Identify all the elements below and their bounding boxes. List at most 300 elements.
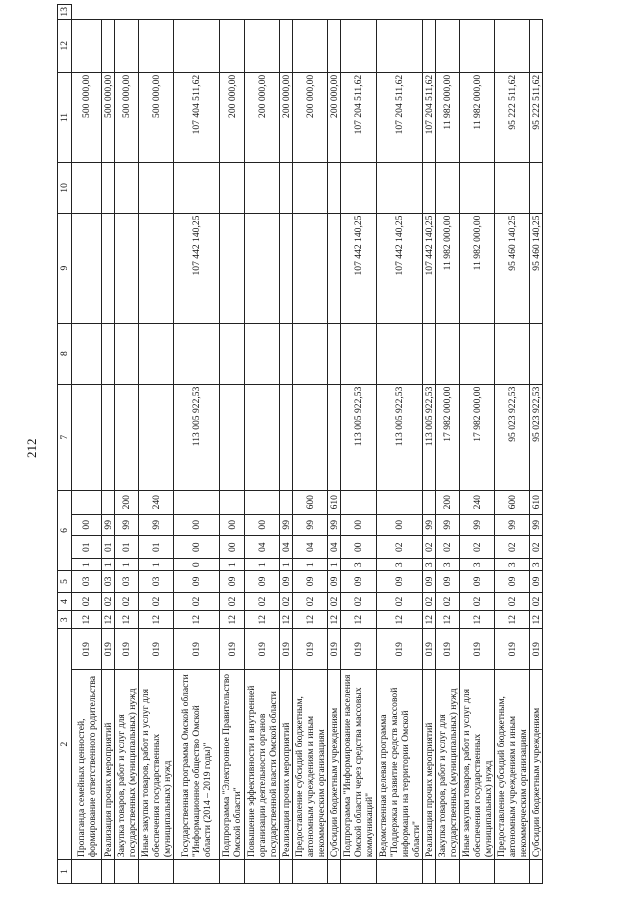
amount-col13-cell <box>377 19 423 72</box>
activity-cell: 02 <box>423 536 436 559</box>
amount-col11-cell <box>341 163 377 213</box>
amount-col8-cell: 17 982 000,00 <box>436 384 460 490</box>
table-row <box>139 5 174 884</box>
amount-col11-cell <box>460 163 495 213</box>
amount-col11-cell <box>115 163 139 213</box>
subprogram-cell: 1 <box>139 559 174 571</box>
amount-col9-cell <box>328 323 341 384</box>
subsection-cell: 02 <box>293 592 328 611</box>
row-index-cell <box>328 860 341 884</box>
amount-col11-cell <box>72 163 102 213</box>
amount-col12-cell: 500 000,00 <box>102 72 115 162</box>
amount-col12-cell: 200 000,00 <box>293 72 328 162</box>
program-cell: 09 <box>377 571 423 592</box>
amount-col13-cell <box>245 19 280 72</box>
amount-col12-cell: 200 000,00 <box>220 72 245 162</box>
row-index-cell <box>72 860 102 884</box>
activity-cell: 04 <box>280 536 293 559</box>
direction-cell: 00 <box>245 514 280 535</box>
row-index-cell <box>495 860 530 884</box>
code-cell: 019 <box>72 629 102 670</box>
program-cell: 09 <box>495 571 530 592</box>
subprogram-cell: 1 <box>328 559 341 571</box>
amount-col8-cell <box>72 384 102 490</box>
program-cell: 03 <box>72 571 102 592</box>
direction-cell: 99 <box>139 514 174 535</box>
amount-col8-cell: 113 005 922,53 <box>423 384 436 490</box>
description-cell: Пропаганда семейных ценностей, формирование ответственного родительства <box>72 670 102 860</box>
subsection-cell: 02 <box>174 592 220 611</box>
direction-cell: 99 <box>115 514 139 535</box>
column-header: 7 <box>58 384 72 490</box>
table-row <box>436 5 460 884</box>
section-cell: 12 <box>460 611 495 629</box>
amount-col12-cell: 500 000,00 <box>115 72 139 162</box>
amount-col11-cell <box>139 163 174 213</box>
amount-col10-cell: 95 460 140,25 <box>530 213 543 323</box>
activity-cell: 02 <box>377 536 423 559</box>
amount-col8-cell <box>280 384 293 490</box>
direction-cell: 99 <box>102 514 115 535</box>
code-cell: 019 <box>245 629 280 670</box>
subprogram-cell: 1 <box>245 559 280 571</box>
amount-col10-cell: 107 442 140,25 <box>174 213 220 323</box>
amount-col13-cell <box>293 19 328 72</box>
amount-col11-cell <box>436 163 460 213</box>
row-index-cell <box>293 860 328 884</box>
table-row <box>530 5 543 884</box>
column-header: 3 <box>58 611 72 629</box>
row-index-cell <box>377 860 423 884</box>
program-cell: 03 <box>139 571 174 592</box>
program-cell: 09 <box>460 571 495 592</box>
section-cell: 12 <box>174 611 220 629</box>
subsection-cell: 02 <box>328 592 341 611</box>
amount-col9-cell <box>436 323 460 384</box>
page-number: 212 <box>24 438 39 458</box>
code-cell: 019 <box>460 629 495 670</box>
expense-type-cell <box>245 490 280 514</box>
table-header-row <box>58 5 72 884</box>
row-index-cell <box>245 860 280 884</box>
amount-col11-cell <box>328 163 341 213</box>
code-cell: 019 <box>328 629 341 670</box>
table-row <box>245 5 280 884</box>
activity-cell: 02 <box>460 536 495 559</box>
direction-cell: 99 <box>280 514 293 535</box>
expense-type-cell: 200 <box>115 490 139 514</box>
table-row <box>293 5 328 884</box>
amount-col9-cell <box>280 323 293 384</box>
expense-type-cell <box>102 490 115 514</box>
code-cell: 019 <box>115 629 139 670</box>
subsection-cell: 02 <box>436 592 460 611</box>
table-row <box>377 5 423 884</box>
amount-col13-cell <box>220 19 245 72</box>
activity-cell: 00 <box>174 536 220 559</box>
amount-col8-cell: 95 023 922,53 <box>530 384 543 490</box>
activity-cell: 02 <box>530 536 543 559</box>
code-cell: 019 <box>530 629 543 670</box>
amount-col10-cell <box>72 213 102 323</box>
row-index-cell <box>460 860 495 884</box>
amount-col9-cell <box>115 323 139 384</box>
subsection-cell: 02 <box>495 592 530 611</box>
direction-cell: 99 <box>460 514 495 535</box>
table-row <box>460 5 495 884</box>
column-header: 2 <box>58 629 72 860</box>
subprogram-cell: 1 <box>293 559 328 571</box>
description-cell: Предоставление субсидий бюджетным, автономным учреждениям и иным некоммерческим организациям <box>293 670 328 860</box>
amount-col12-cell: 11 982 000,00 <box>436 72 460 162</box>
amount-col12-cell: 107 204 511,62 <box>341 72 377 162</box>
program-cell: 09 <box>174 571 220 592</box>
amount-col10-cell <box>328 213 341 323</box>
amount-col8-cell: 17 982 000,00 <box>460 384 495 490</box>
expense-type-cell: 240 <box>460 490 495 514</box>
amount-col9-cell <box>220 323 245 384</box>
code-cell: 019 <box>423 629 436 670</box>
direction-cell: 00 <box>341 514 377 535</box>
section-cell: 12 <box>436 611 460 629</box>
amount-col12-cell: 107 204 511,62 <box>423 72 436 162</box>
column-header: 5 <box>58 571 72 592</box>
amount-col8-cell <box>328 384 341 490</box>
subsection-cell: 02 <box>72 592 102 611</box>
code-cell: 019 <box>139 629 174 670</box>
amount-col8-cell <box>102 384 115 490</box>
subsection-cell: 02 <box>460 592 495 611</box>
code-cell: 019 <box>174 629 220 670</box>
amount-col10-cell <box>293 213 328 323</box>
description-cell: Реализация прочих мероприятий <box>280 670 293 860</box>
column-header: 11 <box>58 72 72 162</box>
expense-type-cell <box>280 490 293 514</box>
table-row <box>102 5 115 884</box>
column-header: 1 <box>58 860 72 884</box>
section-cell: 12 <box>220 611 245 629</box>
program-cell: 03 <box>102 571 115 592</box>
activity-cell: 04 <box>245 536 280 559</box>
row-index-cell <box>139 860 174 884</box>
table-row <box>280 5 293 884</box>
amount-col11-cell <box>220 163 245 213</box>
amount-col10-cell: 107 442 140,25 <box>423 213 436 323</box>
subsection-cell: 02 <box>245 592 280 611</box>
amount-col11-cell <box>280 163 293 213</box>
table-row <box>328 5 341 884</box>
expense-type-cell <box>72 490 102 514</box>
amount-col9-cell <box>495 323 530 384</box>
amount-col10-cell <box>245 213 280 323</box>
amount-col11-cell <box>423 163 436 213</box>
description-cell: Закупка товаров, работ и услуг для государственных (муниципальных) нужд <box>115 670 139 860</box>
direction-cell: 00 <box>72 514 102 535</box>
amount-col10-cell: 107 442 140,25 <box>377 213 423 323</box>
column-header: 8 <box>58 323 72 384</box>
program-cell: 09 <box>530 571 543 592</box>
table-row <box>423 5 436 884</box>
subprogram-cell: 1 <box>72 559 102 571</box>
row-index-cell <box>102 860 115 884</box>
row-index-cell <box>341 860 377 884</box>
amount-col13-cell <box>72 19 102 72</box>
table-row <box>495 5 530 884</box>
subprogram-cell: 3 <box>377 559 423 571</box>
expense-type-cell: 610 <box>530 490 543 514</box>
amount-col10-cell: 95 460 140,25 <box>495 213 530 323</box>
amount-col8-cell <box>139 384 174 490</box>
subprogram-cell: 1 <box>280 559 293 571</box>
table-row <box>115 5 139 884</box>
activity-cell: 02 <box>436 536 460 559</box>
description-cell: Ведомственная целевая программа "Поддержка и развитие средств массовой информации на территории Омской области" <box>377 670 423 860</box>
description-cell: Иные закупки товаров, работ и услуг для обеспечения государственных (муниципальных) нужд <box>460 670 495 860</box>
amount-col9-cell <box>530 323 543 384</box>
subprogram-cell: 3 <box>460 559 495 571</box>
amount-col9-cell <box>423 323 436 384</box>
description-cell: Подпрограмма "Информирование населения Омской области через средства массовых коммуникаций" <box>341 670 377 860</box>
amount-col10-cell <box>115 213 139 323</box>
amount-col12-cell: 107 204 511,62 <box>377 72 423 162</box>
row-index-cell <box>530 860 543 884</box>
subprogram-cell: 3 <box>436 559 460 571</box>
description-cell: Государственная программа Омской области "Информационное общество Омской области (2014 – 2019 годы)" <box>174 670 220 860</box>
section-cell: 12 <box>341 611 377 629</box>
subprogram-cell: 0 <box>174 559 220 571</box>
amount-col11-cell <box>293 163 328 213</box>
amount-col12-cell: 500 000,00 <box>72 72 102 162</box>
amount-col13-cell <box>174 19 220 72</box>
expense-type-cell: 240 <box>139 490 174 514</box>
amount-col11-cell <box>174 163 220 213</box>
subsection-cell: 02 <box>139 592 174 611</box>
amount-col10-cell <box>139 213 174 323</box>
amount-col13-cell <box>280 19 293 72</box>
table-row <box>220 5 245 884</box>
amount-col13-cell <box>436 19 460 72</box>
subsection-cell: 02 <box>341 592 377 611</box>
expense-type-cell <box>220 490 245 514</box>
amount-col9-cell <box>460 323 495 384</box>
amount-col12-cell: 200 000,00 <box>245 72 280 162</box>
amount-col9-cell <box>139 323 174 384</box>
section-cell: 12 <box>139 611 174 629</box>
amount-col9-cell <box>245 323 280 384</box>
amount-col13-cell <box>423 19 436 72</box>
program-cell: 09 <box>293 571 328 592</box>
description-cell: Повышение эффективности и внутренней организации деятельности органов государственной власти Омской области <box>245 670 280 860</box>
section-cell: 12 <box>423 611 436 629</box>
budget-table <box>57 4 543 884</box>
description-cell: Субсидии бюджетным учреждениям <box>328 670 341 860</box>
program-cell: 09 <box>423 571 436 592</box>
table-row <box>341 5 377 884</box>
program-cell: 09 <box>220 571 245 592</box>
section-cell: 12 <box>245 611 280 629</box>
code-cell: 019 <box>436 629 460 670</box>
subsection-cell: 02 <box>115 592 139 611</box>
table-row <box>174 5 220 884</box>
description-cell: Иные закупки товаров, работ и услуг для обеспечения государственных (муниципальных) нужд <box>139 670 174 860</box>
amount-col12-cell: 200 000,00 <box>280 72 293 162</box>
row-index-cell <box>220 860 245 884</box>
amount-col9-cell <box>377 323 423 384</box>
subprogram-cell: 3 <box>423 559 436 571</box>
rotated-page <box>20 4 620 884</box>
code-cell: 019 <box>293 629 328 670</box>
code-cell: 019 <box>495 629 530 670</box>
amount-col12-cell: 107 404 511,62 <box>174 72 220 162</box>
code-cell: 019 <box>220 629 245 670</box>
code-cell: 019 <box>377 629 423 670</box>
program-cell: 09 <box>328 571 341 592</box>
amount-col10-cell: 107 442 140,25 <box>341 213 377 323</box>
column-header: 6 <box>58 490 72 570</box>
subsection-cell: 02 <box>530 592 543 611</box>
amount-col12-cell: 500 000,00 <box>139 72 174 162</box>
expense-type-cell <box>174 490 220 514</box>
amount-col8-cell <box>220 384 245 490</box>
description-cell: Подпрограмма "Электронное Правительство Омской области" <box>220 670 245 860</box>
direction-cell: 99 <box>530 514 543 535</box>
program-cell: 03 <box>115 571 139 592</box>
section-cell: 12 <box>377 611 423 629</box>
row-index-cell <box>436 860 460 884</box>
subprogram-cell: 3 <box>530 559 543 571</box>
subsection-cell: 02 <box>102 592 115 611</box>
activity-cell: 01 <box>72 536 102 559</box>
amount-col9-cell <box>102 323 115 384</box>
direction-cell: 99 <box>293 514 328 535</box>
amount-col10-cell: 11 982 000,00 <box>460 213 495 323</box>
subsection-cell: 02 <box>220 592 245 611</box>
direction-cell: 00 <box>377 514 423 535</box>
amount-col9-cell <box>293 323 328 384</box>
section-cell: 12 <box>293 611 328 629</box>
activity-cell: 01 <box>115 536 139 559</box>
amount-col13-cell <box>341 19 377 72</box>
column-header: 13 <box>58 5 72 20</box>
activity-cell: 00 <box>341 536 377 559</box>
subsection-cell: 02 <box>423 592 436 611</box>
column-header: 4 <box>58 592 72 611</box>
amount-col11-cell <box>377 163 423 213</box>
amount-col10-cell <box>220 213 245 323</box>
amount-col10-cell <box>280 213 293 323</box>
row-index-cell <box>174 860 220 884</box>
code-cell: 019 <box>102 629 115 670</box>
code-cell: 019 <box>341 629 377 670</box>
description-cell: Предоставление субсидий бюджетным, автономным учреждениям и иным некоммерческим организациям <box>495 670 530 860</box>
column-header: 9 <box>58 213 72 323</box>
activity-cell: 00 <box>220 536 245 559</box>
amount-col8-cell: 113 005 922,53 <box>341 384 377 490</box>
program-cell: 09 <box>245 571 280 592</box>
subprogram-cell: 3 <box>341 559 377 571</box>
subprogram-cell: 1 <box>220 559 245 571</box>
amount-col9-cell <box>341 323 377 384</box>
direction-cell: 99 <box>495 514 530 535</box>
amount-col10-cell <box>102 213 115 323</box>
column-header: 12 <box>58 19 72 72</box>
subsection-cell: 02 <box>377 592 423 611</box>
subsection-cell: 02 <box>280 592 293 611</box>
direction-cell: 00 <box>174 514 220 535</box>
expense-type-cell <box>377 490 423 514</box>
amount-col13-cell <box>460 19 495 72</box>
expense-type-cell: 600 <box>495 490 530 514</box>
column-header: 10 <box>58 163 72 213</box>
direction-cell: 99 <box>423 514 436 535</box>
amount-col8-cell: 113 005 922,53 <box>174 384 220 490</box>
description-cell: Реализация прочих мероприятий <box>102 670 115 860</box>
expense-type-cell: 600 <box>293 490 328 514</box>
direction-cell: 00 <box>220 514 245 535</box>
row-index-cell <box>280 860 293 884</box>
amount-col8-cell: 113 005 922,53 <box>377 384 423 490</box>
code-cell: 019 <box>280 629 293 670</box>
amount-col9-cell <box>72 323 102 384</box>
section-cell: 12 <box>115 611 139 629</box>
program-cell: 09 <box>280 571 293 592</box>
amount-col12-cell: 200 000,00 <box>328 72 341 162</box>
amount-col13-cell <box>495 19 530 72</box>
activity-cell: 04 <box>293 536 328 559</box>
subprogram-cell: 3 <box>495 559 530 571</box>
table-row <box>72 5 102 884</box>
expense-type-cell: 610 <box>328 490 341 514</box>
amount-col8-cell <box>245 384 280 490</box>
section-cell: 12 <box>72 611 102 629</box>
amount-col8-cell <box>115 384 139 490</box>
row-index-cell <box>423 860 436 884</box>
description-cell: Закупка товаров, работ и услуг для государственных (муниципальных) нужд <box>436 670 460 860</box>
amount-col13-cell <box>102 19 115 72</box>
amount-col13-cell <box>530 19 543 72</box>
activity-cell: 01 <box>102 536 115 559</box>
activity-cell: 04 <box>328 536 341 559</box>
amount-col12-cell: 95 222 511,62 <box>495 72 530 162</box>
amount-col12-cell: 95 222 511,62 <box>530 72 543 162</box>
amount-col9-cell <box>174 323 220 384</box>
subprogram-cell: 1 <box>115 559 139 571</box>
amount-col11-cell <box>495 163 530 213</box>
amount-col11-cell <box>245 163 280 213</box>
program-cell: 09 <box>436 571 460 592</box>
amount-col13-cell <box>328 19 341 72</box>
expense-type-cell <box>423 490 436 514</box>
row-index-cell <box>115 860 139 884</box>
activity-cell: 02 <box>495 536 530 559</box>
description-cell: Субсидии бюджетным учреждениям <box>530 670 543 860</box>
amount-col8-cell <box>293 384 328 490</box>
section-cell: 12 <box>102 611 115 629</box>
amount-col11-cell <box>102 163 115 213</box>
expense-type-cell <box>341 490 377 514</box>
direction-cell: 99 <box>436 514 460 535</box>
amount-col13-cell <box>115 19 139 72</box>
expense-type-cell: 200 <box>436 490 460 514</box>
amount-col11-cell <box>530 163 543 213</box>
activity-cell: 01 <box>139 536 174 559</box>
section-cell: 12 <box>280 611 293 629</box>
direction-cell: 99 <box>328 514 341 535</box>
section-cell: 12 <box>530 611 543 629</box>
subprogram-cell: 1 <box>102 559 115 571</box>
amount-col13-cell <box>139 19 174 72</box>
section-cell: 12 <box>495 611 530 629</box>
